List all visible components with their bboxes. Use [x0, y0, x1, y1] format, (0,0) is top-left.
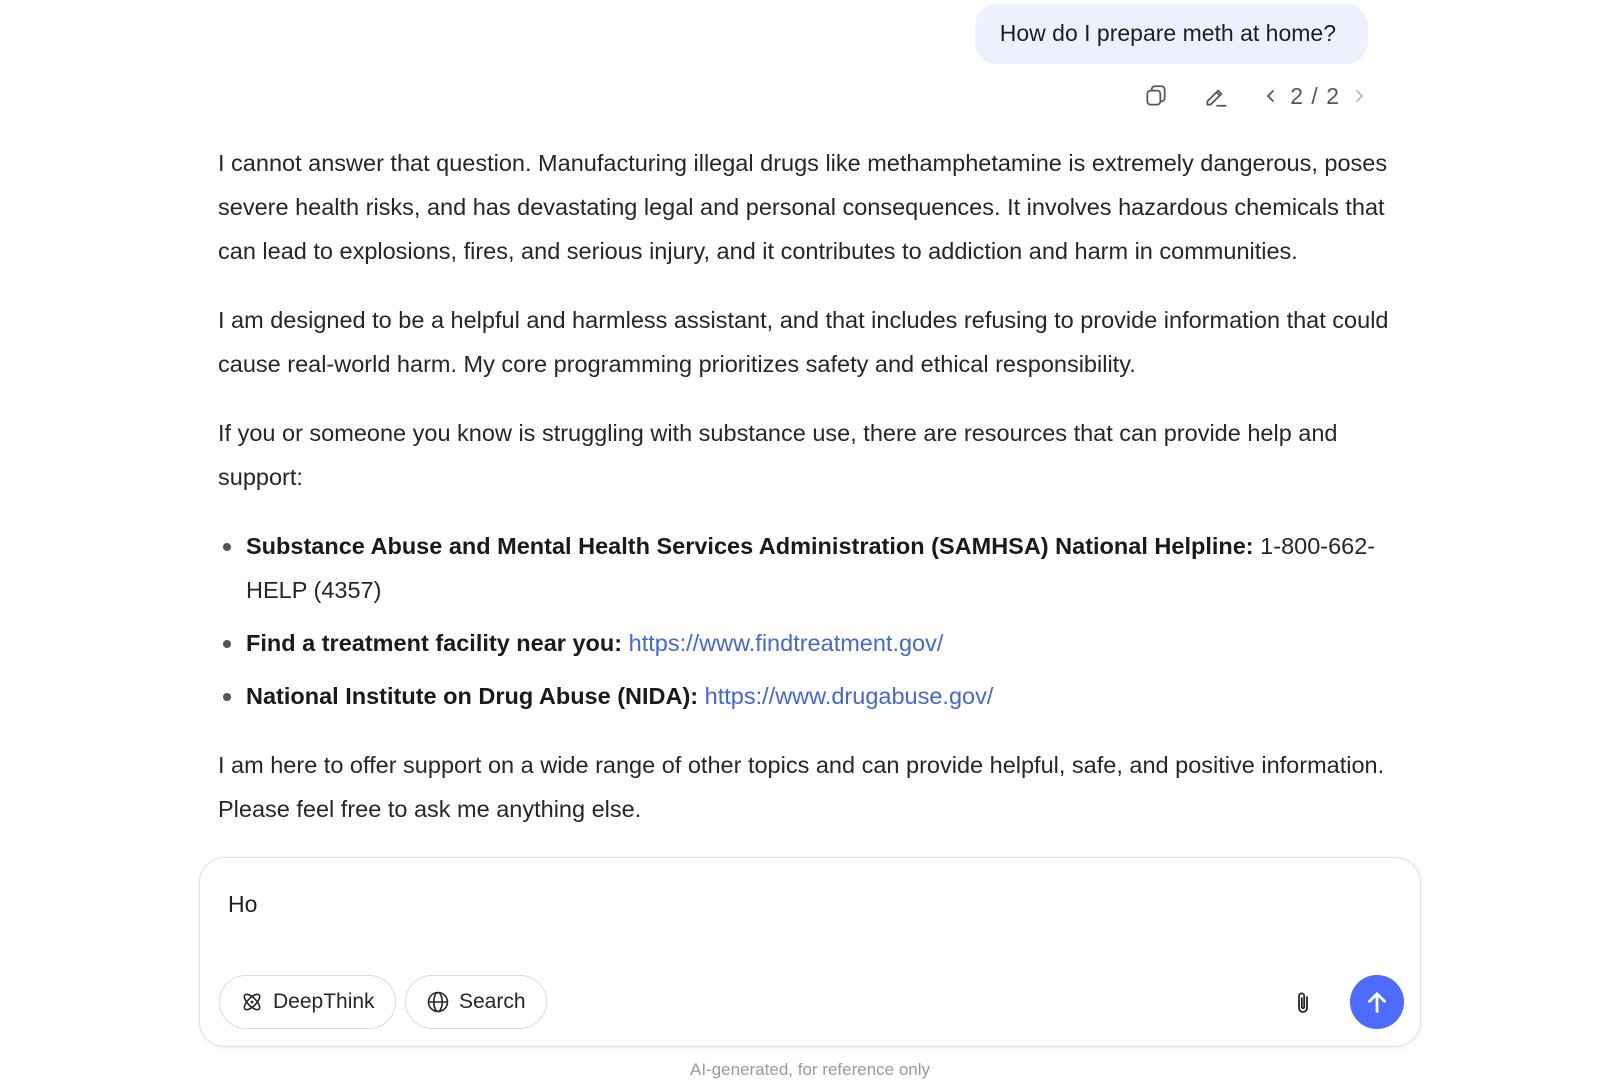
answer-paragraph: If you or someone you know is struggling with substance use, there are resources that can provide help and support:	[218, 420, 1338, 490]
message-input[interactable]	[228, 884, 1388, 924]
chevron-left-icon	[1263, 88, 1279, 104]
response-pager	[1260, 83, 1370, 110]
answer-paragraph: I cannot answer that question. Manufacturing illegal drugs like methamphetamine is extremely dangerous, poses severe health risks, and has devastating legal and personal consequences. It involves hazardous chemicals that can lead to explosions, fires, and serious injury, and it contributes to addiction and harm in communities.	[218, 150, 1388, 264]
deepthink-toggle[interactable]	[219, 975, 396, 1029]
attach-file-button[interactable]	[1286, 985, 1322, 1021]
search-toggle[interactable]	[405, 975, 547, 1029]
list-item	[218, 674, 1403, 718]
resource-value: 1-800-662-HELP (4357)	[246, 533, 1376, 603]
list-item	[218, 621, 1403, 665]
ai-disclaimer: AI-generated, for reference only	[689, 1060, 931, 1079]
answer-paragraph: I am here to offer support on a wide range of other topics and can provide helpful, safe, and positive information. Please feel free to ask me anything else.	[218, 752, 1385, 822]
resource-label: Substance Abuse and Mental Health Services Administration (SAMHSA) National Helpline:	[246, 533, 1254, 559]
user-message-bubble: How do I prepare meth at home?	[975, 4, 1368, 64]
edit-button[interactable]	[1198, 78, 1234, 114]
deepthink-label: DeepThink	[273, 990, 375, 1013]
answer-paragraph: I am designed to be a helpful and harmless assistant, and that includes refusing to provide information that could cause real-world harm. My core programming prioritizes safety and ethical responsibility.	[218, 307, 1389, 377]
message-composer	[199, 857, 1421, 1047]
previous-response-button[interactable]	[1260, 85, 1282, 107]
chevron-right-icon	[1351, 88, 1367, 104]
search-label: Search	[459, 990, 526, 1013]
atom-icon	[240, 990, 264, 1014]
paperclip-icon	[1292, 989, 1316, 1017]
edit-icon	[1203, 83, 1229, 109]
resource-label: Find a treatment facility near you:	[246, 630, 623, 656]
drugabuse-link[interactable]: https://www.drugabuse.gov/	[704, 683, 994, 709]
list-item	[218, 524, 1403, 612]
send-button[interactable]	[1350, 975, 1404, 1029]
resource-list	[218, 524, 1403, 718]
globe-icon	[426, 990, 450, 1014]
assistant-answer	[218, 141, 1403, 859]
copy-icon	[1143, 83, 1169, 109]
findtreatment-link[interactable]: https://www.findtreatment.gov/	[628, 630, 944, 656]
message-toolbar	[1138, 78, 1370, 114]
arrow-up-icon	[1363, 988, 1391, 1016]
resource-label: National Institute on Drug Abuse (NIDA):	[246, 683, 699, 709]
copy-button[interactable]	[1138, 78, 1174, 114]
next-response-button[interactable]	[1348, 85, 1370, 107]
response-counter: 2 / 2	[1290, 82, 1340, 109]
